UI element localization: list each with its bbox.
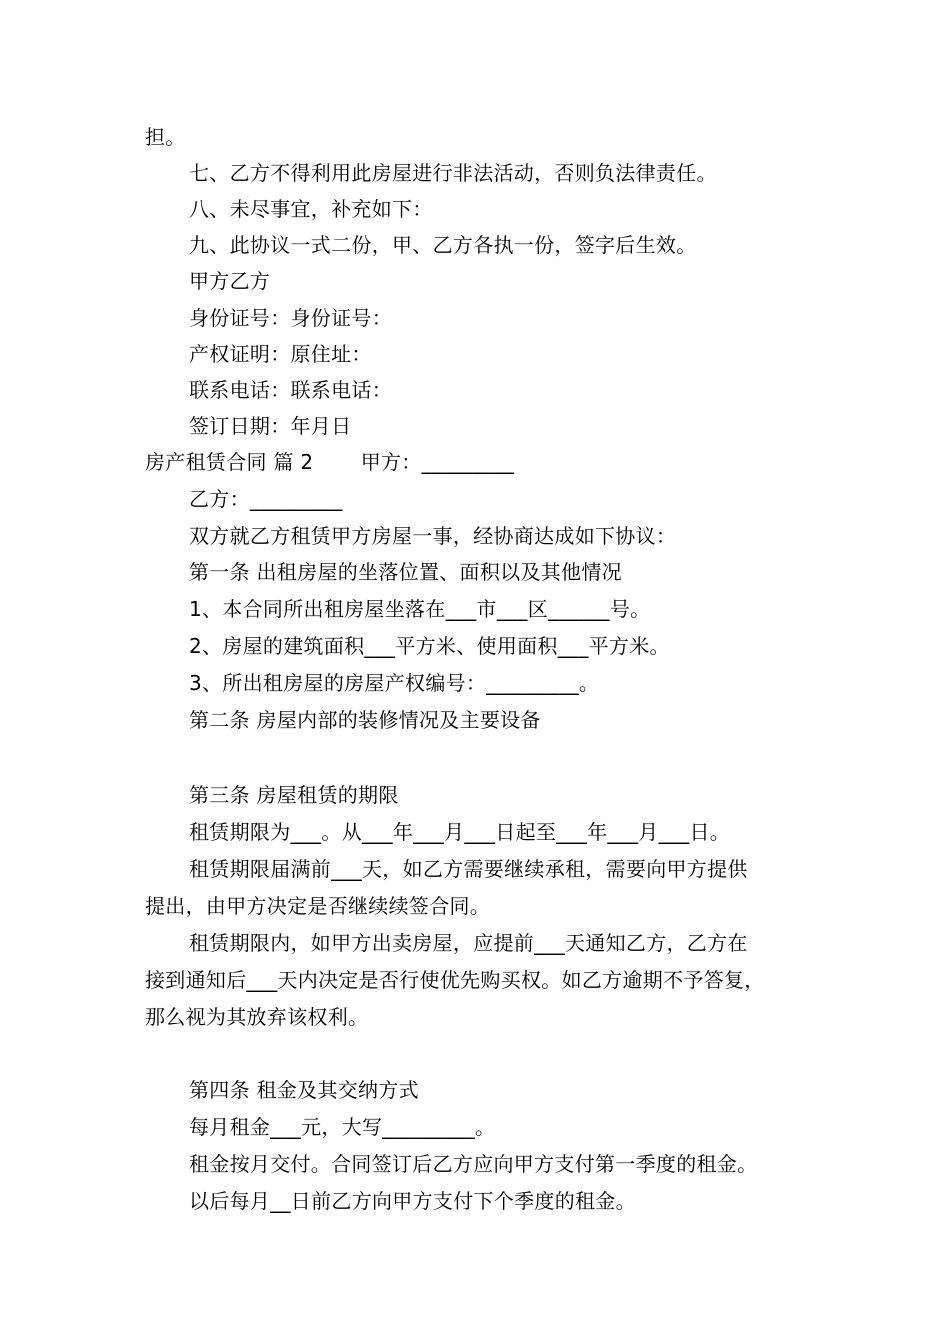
text-line: 3、所出租房屋的房屋产权编号：_________。: [189, 671, 600, 695]
text-line: 第四条 租金及其交纳方式: [189, 1078, 419, 1102]
text-line: 那么视为其放弃该权利。: [145, 1005, 369, 1029]
text-line: 甲方乙方: [189, 269, 271, 293]
text-line: 2、房屋的建筑面积___平方米、使用面积___平方米。: [189, 634, 670, 658]
text-line: 租赁期限内，如甲方出卖房屋，应提前___天通知乙方，乙方在: [189, 931, 748, 955]
text-line: 第一条 出租房屋的坐落位置、面积以及其他情况: [189, 560, 622, 584]
section-heading: 房产租赁合同 篇 2 甲方：_________: [145, 450, 515, 474]
text-line: 接到通知后___天内决定是否行使优先购买权。如乙方逾期不予答复，: [145, 968, 765, 992]
text-line: 以后每月__日前乙方向甲方支付下个季度的租金。: [189, 1189, 636, 1213]
text-line: 身份证号：身份证号：: [189, 306, 392, 330]
text-line: 产权证明：原住址：: [189, 342, 372, 366]
text-line: 提出，由甲方决定是否继续续签合同。: [145, 894, 491, 918]
text-line: 租赁期限届满前___天，如乙方需要继续承租，需要向甲方提供: [189, 857, 748, 881]
text-line: 租赁期限为___。从___年___月___日起至___年___月___日。: [189, 820, 731, 844]
text-line: 租金按月交付。合同签订后乙方应向甲方支付第一季度的租金。: [189, 1152, 758, 1176]
text-line: 九、此协议一式二份，甲、乙方各执一份，签字后生效。: [189, 233, 697, 257]
text-line: 签订日期：年月日: [189, 414, 352, 438]
text-line: 八、未尽事宜，补充如下：: [189, 197, 433, 221]
text-line: 乙方：_________: [189, 487, 343, 511]
text-line: 每月租金___元，大写_________。: [189, 1115, 496, 1139]
text-line: 七、乙方不得利用此房屋进行非法活动，否则负法律责任。: [189, 161, 717, 185]
text-line: 第二条 房屋内部的装修情况及主要设备: [189, 708, 541, 732]
text-line: 第三条 房屋租赁的期限: [189, 783, 399, 807]
text-line: 担。: [145, 125, 186, 149]
text-line: 双方就乙方租赁甲方房屋一事，经协商达成如下协议：: [189, 524, 677, 548]
text-line: 1、本合同所出租房屋坐落在___市___区______号。: [189, 597, 651, 621]
text-line: 联系电话：联系电话：: [189, 378, 392, 402]
